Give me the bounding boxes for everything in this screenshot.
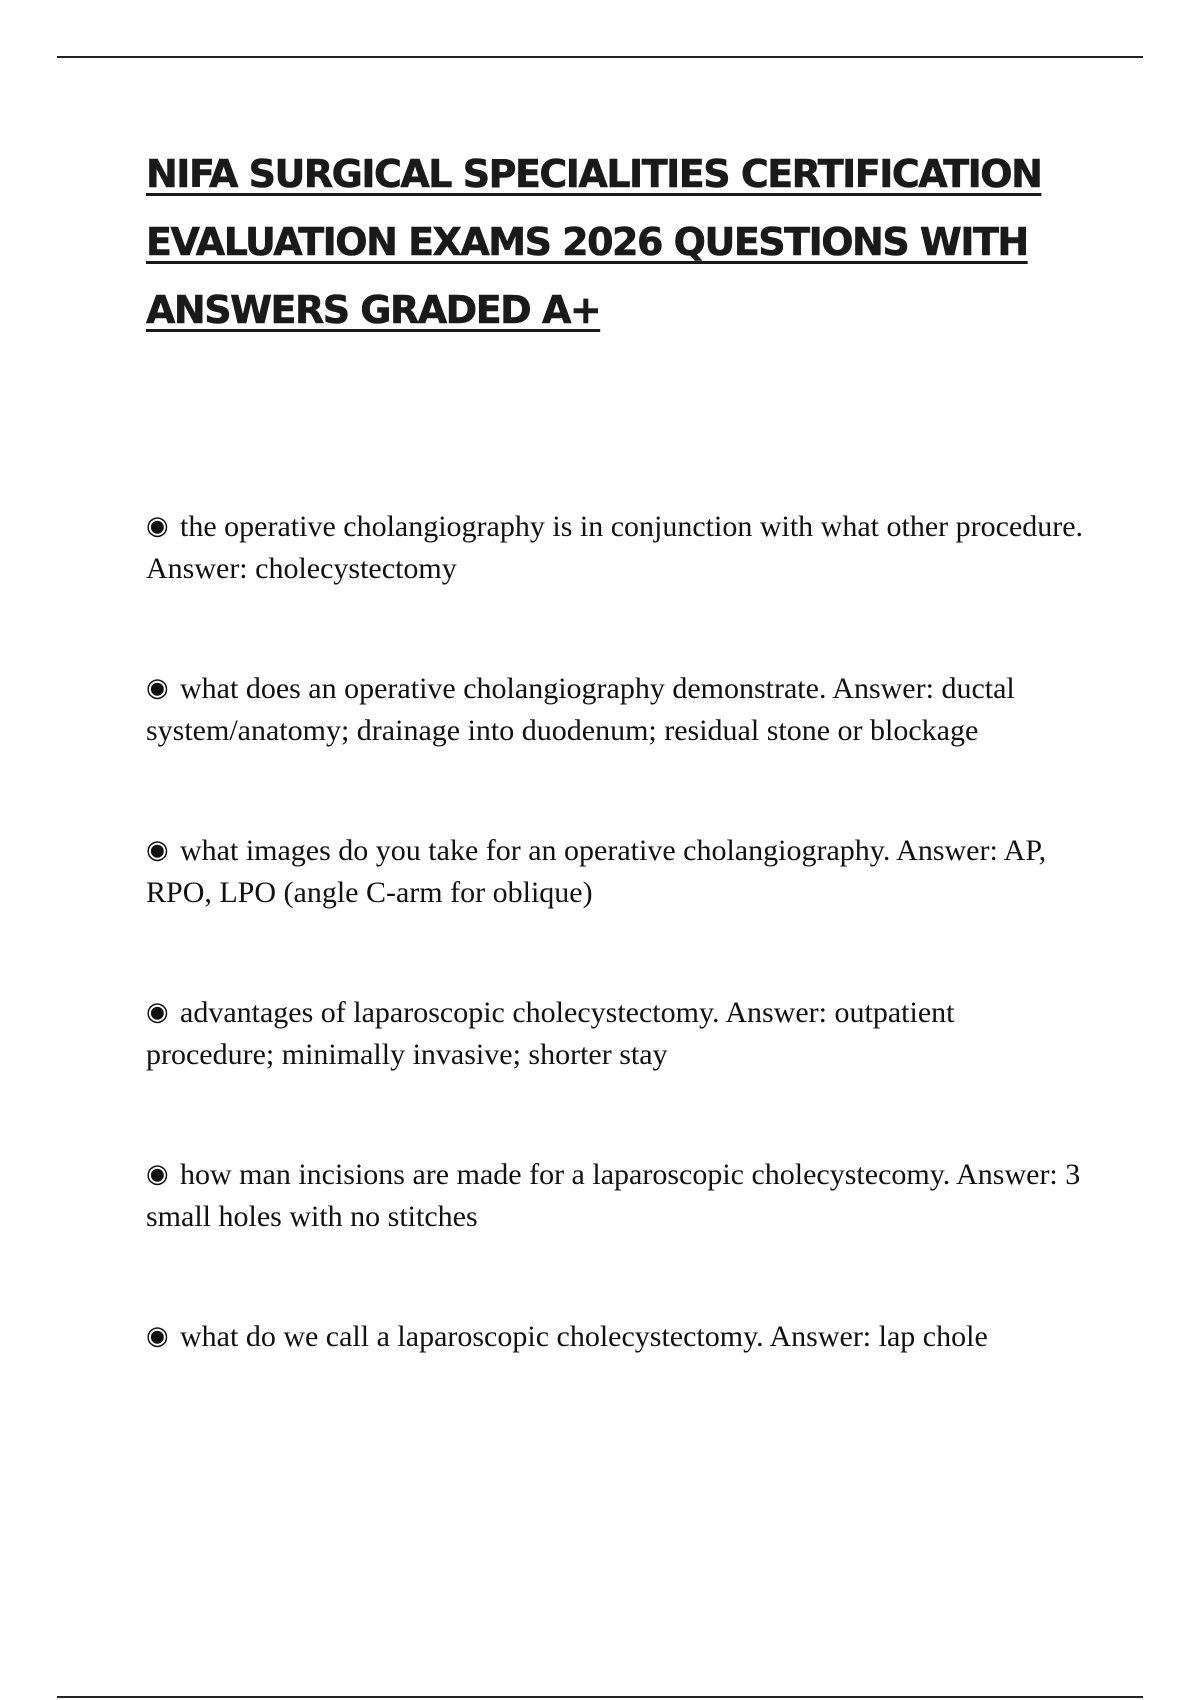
bullet-icon: ◉	[146, 997, 169, 1026]
qa-item	[146, 1153, 1086, 1315]
bullet-icon: ◉	[146, 673, 169, 702]
qa-list	[146, 505, 1086, 1477]
document-title: NIFA SURGICAL SPECIALITIES CERTIFICATION EVALUATION EXAMS 2026 QUESTIONS WITH ANSWERS GRADED A+	[146, 152, 1042, 332]
qa-item	[146, 667, 1086, 829]
bullet-icon: ◉	[146, 511, 169, 540]
qa-item	[146, 1315, 1086, 1477]
qa-text: what do we call a laparoscopic cholecystectomy. Answer: lap chole	[180, 1320, 988, 1353]
qa-item	[146, 991, 1086, 1153]
bullet-icon: ◉	[146, 1159, 169, 1188]
qa-text: what images do you take for an operative cholangiography. Answer: AP, RPO, LPO (angle C-arm for oblique)	[146, 834, 1047, 909]
qa-text: the operative cholangiography is in conjunction with what other procedure. Answer: cholecystectomy	[146, 510, 1084, 585]
qa-text: advantages of laparoscopic cholecystectomy. Answer: outpatient procedure; minimally invasive; shorter stay	[146, 996, 955, 1071]
bottom-divider	[57, 1696, 1143, 1698]
qa-text: how man incisions are made for a laparoscopic cholecystecomy. Answer: 3 small holes with no stitches	[146, 1158, 1081, 1233]
top-divider	[57, 56, 1143, 58]
qa-item	[146, 505, 1086, 667]
bullet-icon: ◉	[146, 1321, 169, 1350]
qa-item	[146, 829, 1086, 991]
bullet-icon: ◉	[146, 835, 169, 864]
qa-text: what does an operative cholangiography demonstrate. Answer: ductal system/anatomy; drainage into duodenum; residual stone or blockage	[146, 672, 1015, 747]
